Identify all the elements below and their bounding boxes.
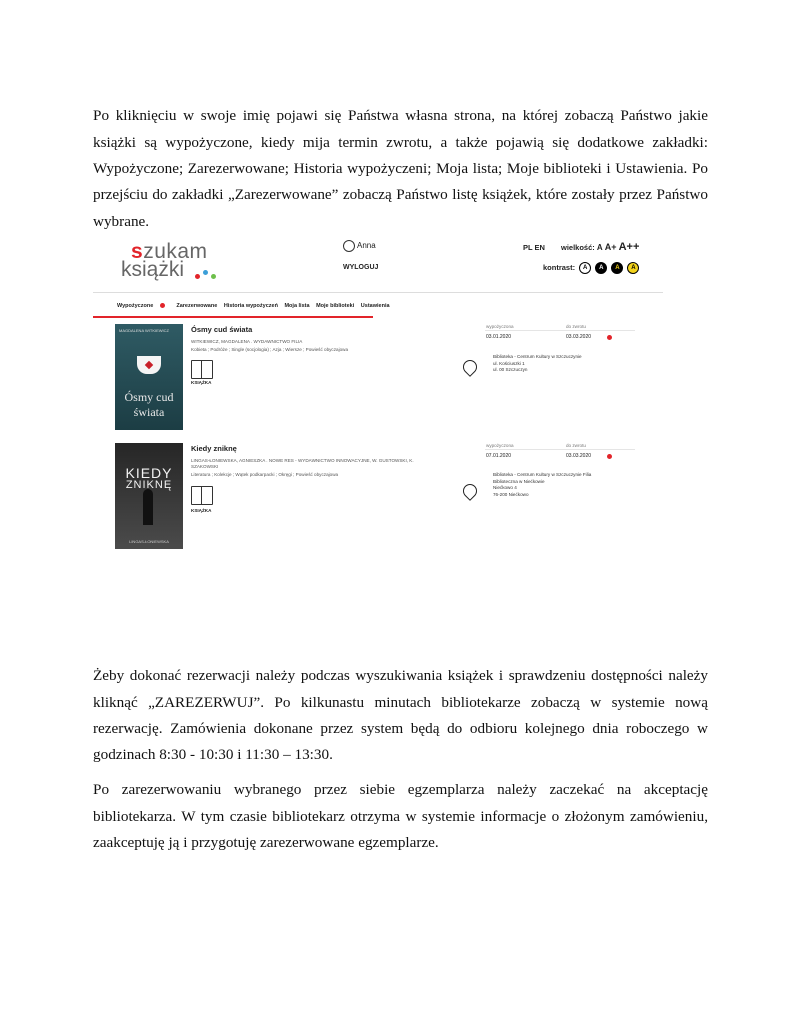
book-authors: WITKIEWICZ, MAGDALENA . WYDAWNICTWO FILIA [191,339,303,344]
logout-link[interactable]: WYLOGUJ [343,264,379,271]
book-subjects: Kobieta ; Podróże ; Single (socjologia) ; Azja ; Wiersze ; Powieść obyczajowa [191,347,349,352]
location-pin-icon [460,481,480,501]
tab-reserved[interactable]: Zarezerwowane [176,303,218,309]
tab-borrowed[interactable]: Wypożyczone [117,303,170,309]
font-size-control[interactable]: wielkość: A A+ A++ [561,241,640,253]
intro-paragraph: Po kliknięciu w swoje imię pojawi się Państwa własna strona, na której zobaczą Państwo jakie książki są wypożyczone, kiedy mija termin zwrotu, a także pojawią się dodatkowe zakładki: Wypożyczone; Zarezerwowane; Historia wypożyczeni; Moja lista; Moje biblioteki i Ustawienia. Po przejściu do zakładki „Zarezerwowane” zobaczą Państwo listę książek, które zostały przez Państwo wybrane. [93,107,708,230]
reservation-paragraph: Żeby dokonać rezerwacji należy podczas wyszukiwania książek i sprawdzeniu dostępności należy kliknąć „ZAREZERWUJ”. Po kilkunastu minutach bibliotekarze zobaczą w systemie nową rezerwację. Zamówienia dokonane przez system będą do odbioru kolejnego dnia roboczego w godzinach 8:30 - 10:30 i 11:30 – 13:30. [93,667,708,764]
contrast-control[interactable]: kontrast: A A A A [543,262,639,274]
location-pin-icon [460,357,480,377]
language-switch[interactable]: PL EN [523,243,545,252]
book-title[interactable]: Kiedy zniknę [191,444,237,453]
book-authors: LINGAS-ŁONIEWSKA, AGNIESZKA . NOWE RES - WYDAWNICTWO INNOWACYJNE, W. GUSTOWSKI, K. SZAKOWSKI [191,458,414,469]
tab-settings[interactable]: Ustawienia [360,303,390,309]
acceptance-paragraph: Po zarezerwowaniu wybranego przez siebie egzemplarza należy zaczekać na akceptację bibliotekarza. W tym czasie bibliotekarz otrzyma w systemie informacje o złożonym zamówieniu, zaakceptuję ją i przygotuję zarezerwowane egzemplarze. [93,781,708,851]
library-address: Biblioteka - Centrum Kultury w Szczuczynie ul. Kościuszki 1 ul. 00 Szczuczyn [493,354,582,372]
tab-my-libraries[interactable]: Moje biblioteki [316,303,355,309]
library-address: Biblioteka - Centrum Kultury w Szczuczynie Filia Biblioteczna w Niećkowie Niećkowo 4 76-200 Niećkowo [493,472,592,497]
book-icon [191,486,213,505]
user-icon [343,240,355,252]
user-name-link[interactable]: Anna [343,240,376,252]
book-cover[interactable]: MAGDALENA WITKIEWICZ Ósmy cud świata [115,324,183,430]
book-cover[interactable]: KIEDY ZNIKNĘ LINGAS-ŁONIEWSKA [115,443,183,549]
tab-history[interactable]: Historia wypożyczeń [223,303,278,309]
book-icon [191,360,213,379]
book-subjects: Literatura ; Kolekcje ; Wątek podkarpacki ; Okręgi ; Powieść obyczajowa [191,472,339,477]
book-title[interactable]: Ósmy cud świata [191,325,253,334]
embedded-screenshot: szukam książki Anna WYLOGUJ PL EN wielkość: A A+ A++ kontrast: A A A A Wypożyczone Zarezerwowane Historia wypożyczeń Moja lista Moje biblioteki Ustawienia MAGDALENA WITKIEWICZ Ósmy cud świata Ósmy cud świata WITKIEWICZ, MAGDALENA . WYDAWNICTWO FILIA Kobieta ; Podróże ; Single (socjologia) ; Azja ; Wiersze ; Powieść obyczajowa KSIĄŻKA wypożyczona do zwrotu 03.01.2020 03.03.2020 Biblioteka - Centrum Kultury w Szczuczynie ul. Kościuszki 1 ul. 00 Szczuczyn KIEDY ZNIKNĘ LINGAS-ŁONIEWSKA Kiedy zniknę LINGAS-ŁONIEWSKA, AGNIESZKA . NOWE RES - WYDAWNICTWO INNOWACYJNE, W. GUSTOWSKI, K. SZAKOWSKI Literatura ; Kolekcje ; Wątek podkarpacki ; Okręgi ; Powieść obyczajowa KSIĄŻKA wypożyczona do zwrotu 07.01.2020 03.03.2020 Biblioteka - Centrum Kultury w Szczuczynie Filia Biblioteczna w Niećkowie Niećkowo 4 76-200 Niećkowo [93,232,663,552]
account-tabs [117,303,395,309]
tab-my-list[interactable]: Moja lista [284,303,310,309]
szukam-ksiazki-logo[interactable]: szukam książki [117,240,217,282]
